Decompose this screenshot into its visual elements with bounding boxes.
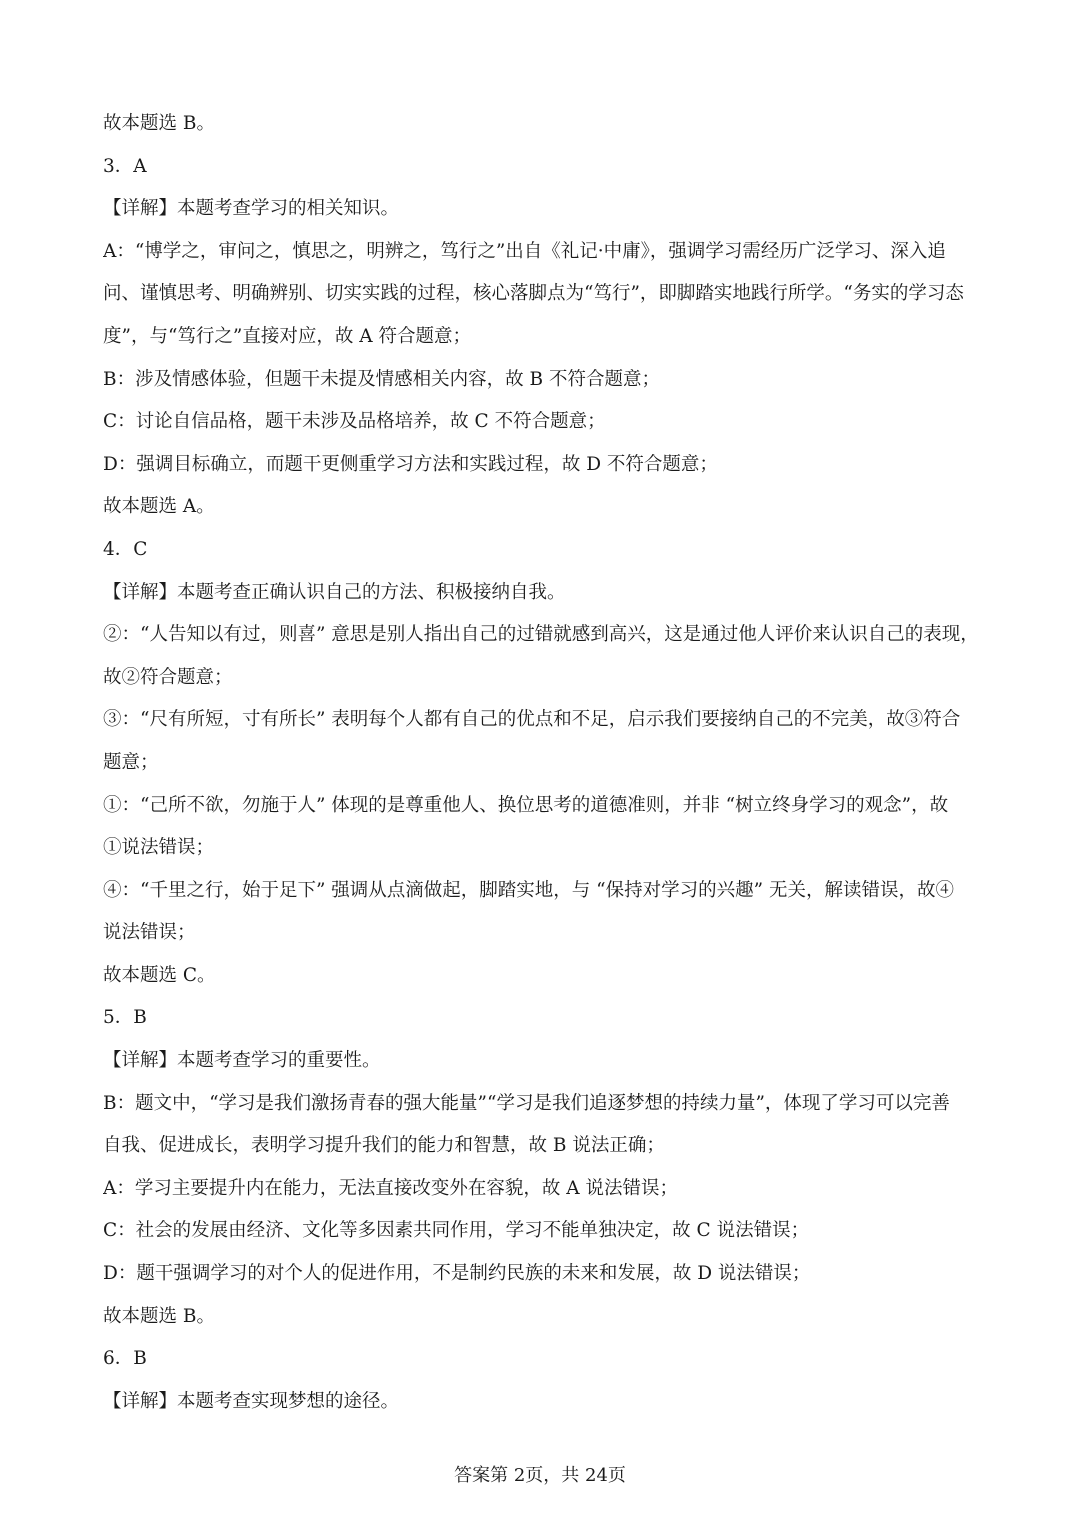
text-line: ④：“千里之行，始于足下” 强调从点滴做起，脚踏实地，与 “保持对学习的兴趣” 无关，解读错误，故④ xyxy=(103,879,954,901)
text-line: ①：“己所不欲，勿施于人” 体现的是尊重他人、换位思考的道德准则，并非 “树立终身学习的观念”，故 xyxy=(103,794,949,816)
text-line: 问、谨慎思考、明确辨别、切实实践的过程，核心落脚点为“笃行”，即脚踏实地践行所学。“务实的学习态 xyxy=(103,283,964,305)
question-number: 5．B xyxy=(103,1007,147,1029)
text-line: 题意； xyxy=(103,751,159,773)
text-line: A：“博学之，审问之，慎思之，明辨之，笃行之”出自《礼记·中庸》，强调学习需经历广泛学习、深入追 xyxy=(103,240,946,262)
text-line: 故②符合题意； xyxy=(103,666,233,688)
text-line: 故本题选 B。 xyxy=(103,113,215,134)
text-line: B：题文中，“学习是我们激扬青春的强大能量”“学习是我们追逐梦想的持续力量”，体现了学习可以完善 xyxy=(103,1092,950,1114)
text-line: 【详解】本题考查实现梦想的途径。 xyxy=(103,1390,400,1412)
text-line: 自我、促进成长，表明学习提升我们的能力和智慧，故 B 说法正确； xyxy=(103,1135,665,1157)
text-line: ①说法错误； xyxy=(103,837,215,859)
text-line: 故本题选 C。 xyxy=(103,964,216,986)
answer-text-body xyxy=(103,103,979,1423)
text-line: D：强调目标确立，而题干更侧重学习方法和实践过程，故 D 不符合题意； xyxy=(103,453,718,475)
text-line: 故本题选 B。 xyxy=(103,1305,215,1327)
text-line: 【详解】本题考查学习的相关知识。 xyxy=(103,198,400,220)
text-line: ③：“尺有所短，寸有所长” 表明每个人都有自己的优点和不足，启示我们要接纳自己的不完美，故③符合 xyxy=(103,709,961,731)
text-line: B：涉及情感体验，但题干未提及情感相关内容，故 B 不符合题意； xyxy=(103,368,660,390)
question-number: 4．C xyxy=(103,538,148,560)
text-line: 度”，与“笃行之”直接对应，故 A 符合题意； xyxy=(103,325,471,347)
question-number: 3．A xyxy=(103,155,147,177)
text-line: 说法错误； xyxy=(103,922,196,944)
text-line: C：讨论自信品格，题干未涉及品格培养，故 C 不符合题意； xyxy=(103,411,606,433)
page-footer: 答案第 2页，共 24页 xyxy=(454,1465,626,1486)
text-line: 故本题选 A。 xyxy=(103,496,215,518)
text-line: D：题干强调学习的对个人的促进作用，不是制约民族的未来和发展，故 D 说法错误； xyxy=(103,1263,811,1285)
text-line: C：社会的发展由经济、文化等多因素共同作用，学习不能单独决定，故 C 说法错误； xyxy=(103,1220,810,1242)
text-line: 【详解】本题考查学习的重要性。 xyxy=(103,1050,381,1072)
text-line: ②：“人告知以有过，则喜” 意思是别人指出自己的过错就感到高兴，这是通过他人评价来认识自己的表现， xyxy=(103,624,979,646)
text-line: A：学习主要提升内在能力，无法直接改变外在容貌，故 A 说法错误； xyxy=(103,1177,678,1199)
text-line: 【详解】本题考查正确认识自己的方法、积极接纳自我。 xyxy=(103,581,566,603)
question-number: 6．B xyxy=(103,1348,147,1370)
